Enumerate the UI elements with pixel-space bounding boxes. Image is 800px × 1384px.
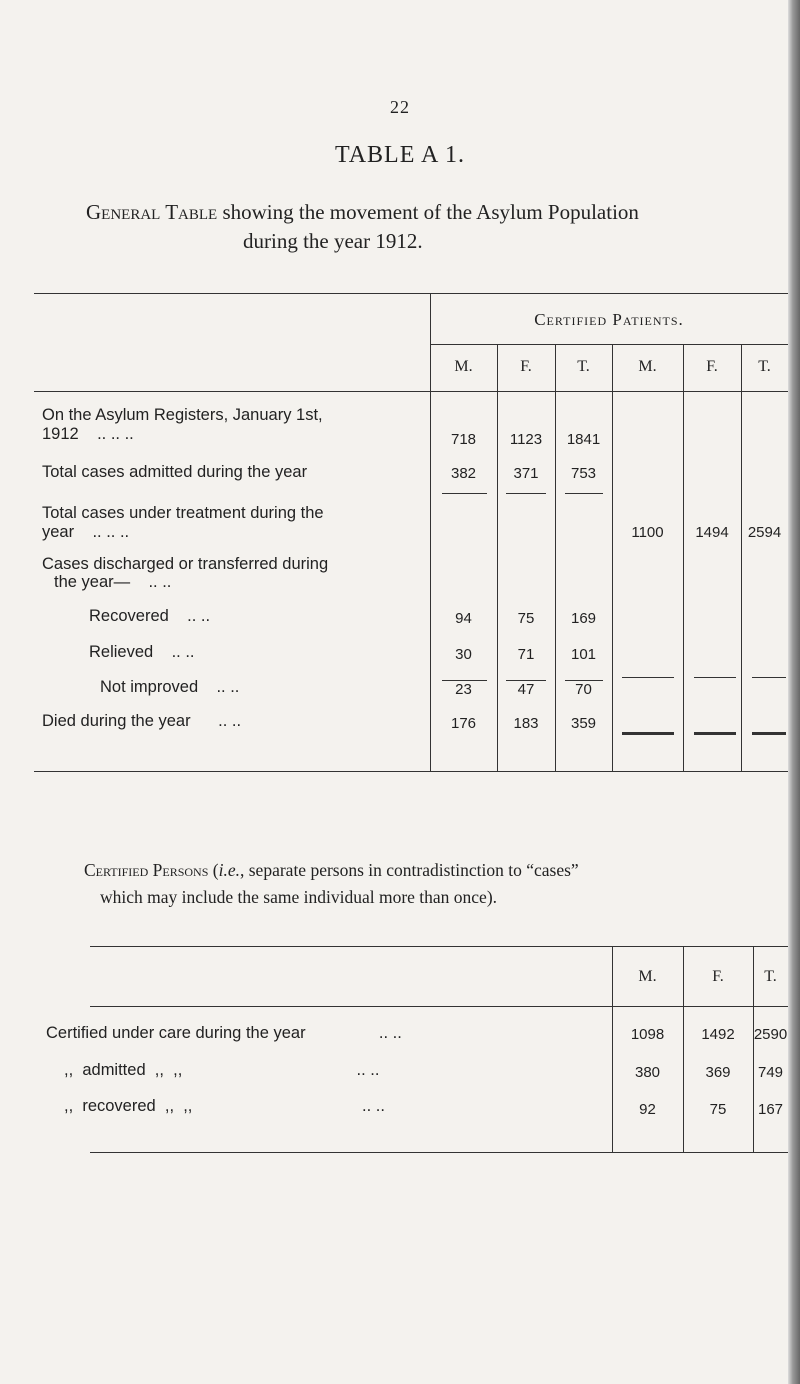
cell: 169 (570, 610, 597, 627)
table-subtitle-line1 (86, 200, 639, 225)
table1-vline (555, 344, 556, 771)
table2-bottom-rule (90, 1152, 788, 1153)
cell: 167 (757, 1101, 784, 1118)
cell: 30 (455, 646, 472, 663)
row-label: Cases discharged or transferred during (42, 555, 329, 573)
note-line2: which may include the same individual more than once). (100, 887, 498, 907)
subtitle-lead: General Table (86, 200, 218, 224)
sum-rule (506, 493, 546, 494)
row-label: On the Asylum Registers, January 1st, (42, 406, 323, 424)
row-label: Died during the year .. .. (42, 712, 242, 730)
col-header-t2: T. (758, 358, 771, 375)
page-number: 22 (390, 97, 410, 117)
note-line1: Certified Persons (i.e., separate persons in contradistinction to “cases” (84, 860, 579, 880)
col-header-m2: M. (638, 358, 657, 375)
cell: 176 (450, 715, 477, 732)
cell: 71 (517, 646, 535, 663)
cell: 1841 (566, 431, 601, 448)
col-header-m1: M. (454, 358, 473, 375)
sum-rule (752, 732, 786, 735)
subtitle-rest: showing the movement of the Asylum Population (222, 200, 639, 224)
t2-row-label: ,, admitted ,, ,, .. .. (64, 1061, 380, 1079)
row-label: Total cases under treatment during the (42, 504, 324, 522)
cell: 70 (575, 681, 592, 698)
cell: 1494 (695, 524, 729, 541)
col-header-t1: T. (577, 358, 590, 375)
cell: 183 (513, 715, 539, 732)
row-label: Relieved .. .. (89, 643, 195, 661)
table1-bottom-rule (34, 771, 788, 772)
row-label: 1912 .. .. .. (42, 425, 134, 443)
sum-rule (694, 677, 736, 678)
sum-rule (565, 493, 603, 494)
col-header-f1: F. (520, 358, 532, 375)
cell: 380 (634, 1064, 661, 1081)
cell: 359 (570, 715, 597, 732)
cell: 47 (517, 681, 535, 698)
cell: 2594 (747, 524, 782, 541)
t2-row-label: ,, recovered ,, ,, .. .. (64, 1097, 385, 1115)
note-paragraph (84, 857, 724, 911)
cell: 23 (455, 681, 472, 698)
cell: 371 (513, 465, 539, 482)
sum-rule (694, 732, 736, 735)
col-header-f2: F. (706, 358, 718, 375)
note-lead: Certified Persons (84, 860, 209, 880)
cell: 749 (757, 1064, 784, 1081)
cell: 2590 (753, 1026, 788, 1043)
sum-rule (622, 677, 674, 678)
group-header: Certified Patients. (534, 310, 684, 329)
table1-header-rule (34, 391, 788, 392)
row-label: the year— .. .. (54, 573, 172, 591)
cell: 75 (709, 1101, 727, 1118)
cell: 718 (450, 431, 477, 448)
t2-col-header-f: F. (712, 968, 724, 985)
cell: 382 (450, 465, 477, 482)
cell: 1492 (701, 1026, 735, 1043)
table1-vline (612, 344, 613, 771)
table1-vline (741, 344, 742, 771)
sum-rule (622, 732, 674, 735)
t2-col-header-t: T. (764, 968, 777, 985)
table-title: TABLE A 1. (334, 142, 466, 168)
binding-edge (788, 0, 800, 1384)
cell: 1123 (509, 431, 543, 448)
cell: 75 (517, 610, 535, 627)
table1-group-rule (430, 344, 788, 345)
sum-rule (442, 493, 487, 494)
cell: 1098 (630, 1026, 665, 1043)
cell: 369 (705, 1064, 731, 1081)
row-label: year .. .. .. (42, 523, 130, 541)
table1-vline (683, 344, 684, 771)
table-subtitle-line2: during the year 1912. (243, 229, 423, 253)
cell: 1100 (631, 524, 664, 541)
cell: 94 (455, 610, 472, 627)
cell: 753 (570, 465, 597, 482)
row-label: Not improved .. .. (100, 678, 240, 696)
t2-col-header-m: M. (638, 968, 657, 985)
table1-vline (497, 344, 498, 771)
table1-top-rule (34, 293, 788, 294)
row-label: Recovered .. .. (89, 607, 211, 625)
cell: 101 (570, 646, 597, 663)
row-label: Total cases admitted during the year (42, 463, 308, 481)
cell: 92 (639, 1101, 656, 1118)
sum-rule (752, 677, 786, 678)
t2-row-label: Certified under care during the year .. .. (46, 1024, 402, 1042)
